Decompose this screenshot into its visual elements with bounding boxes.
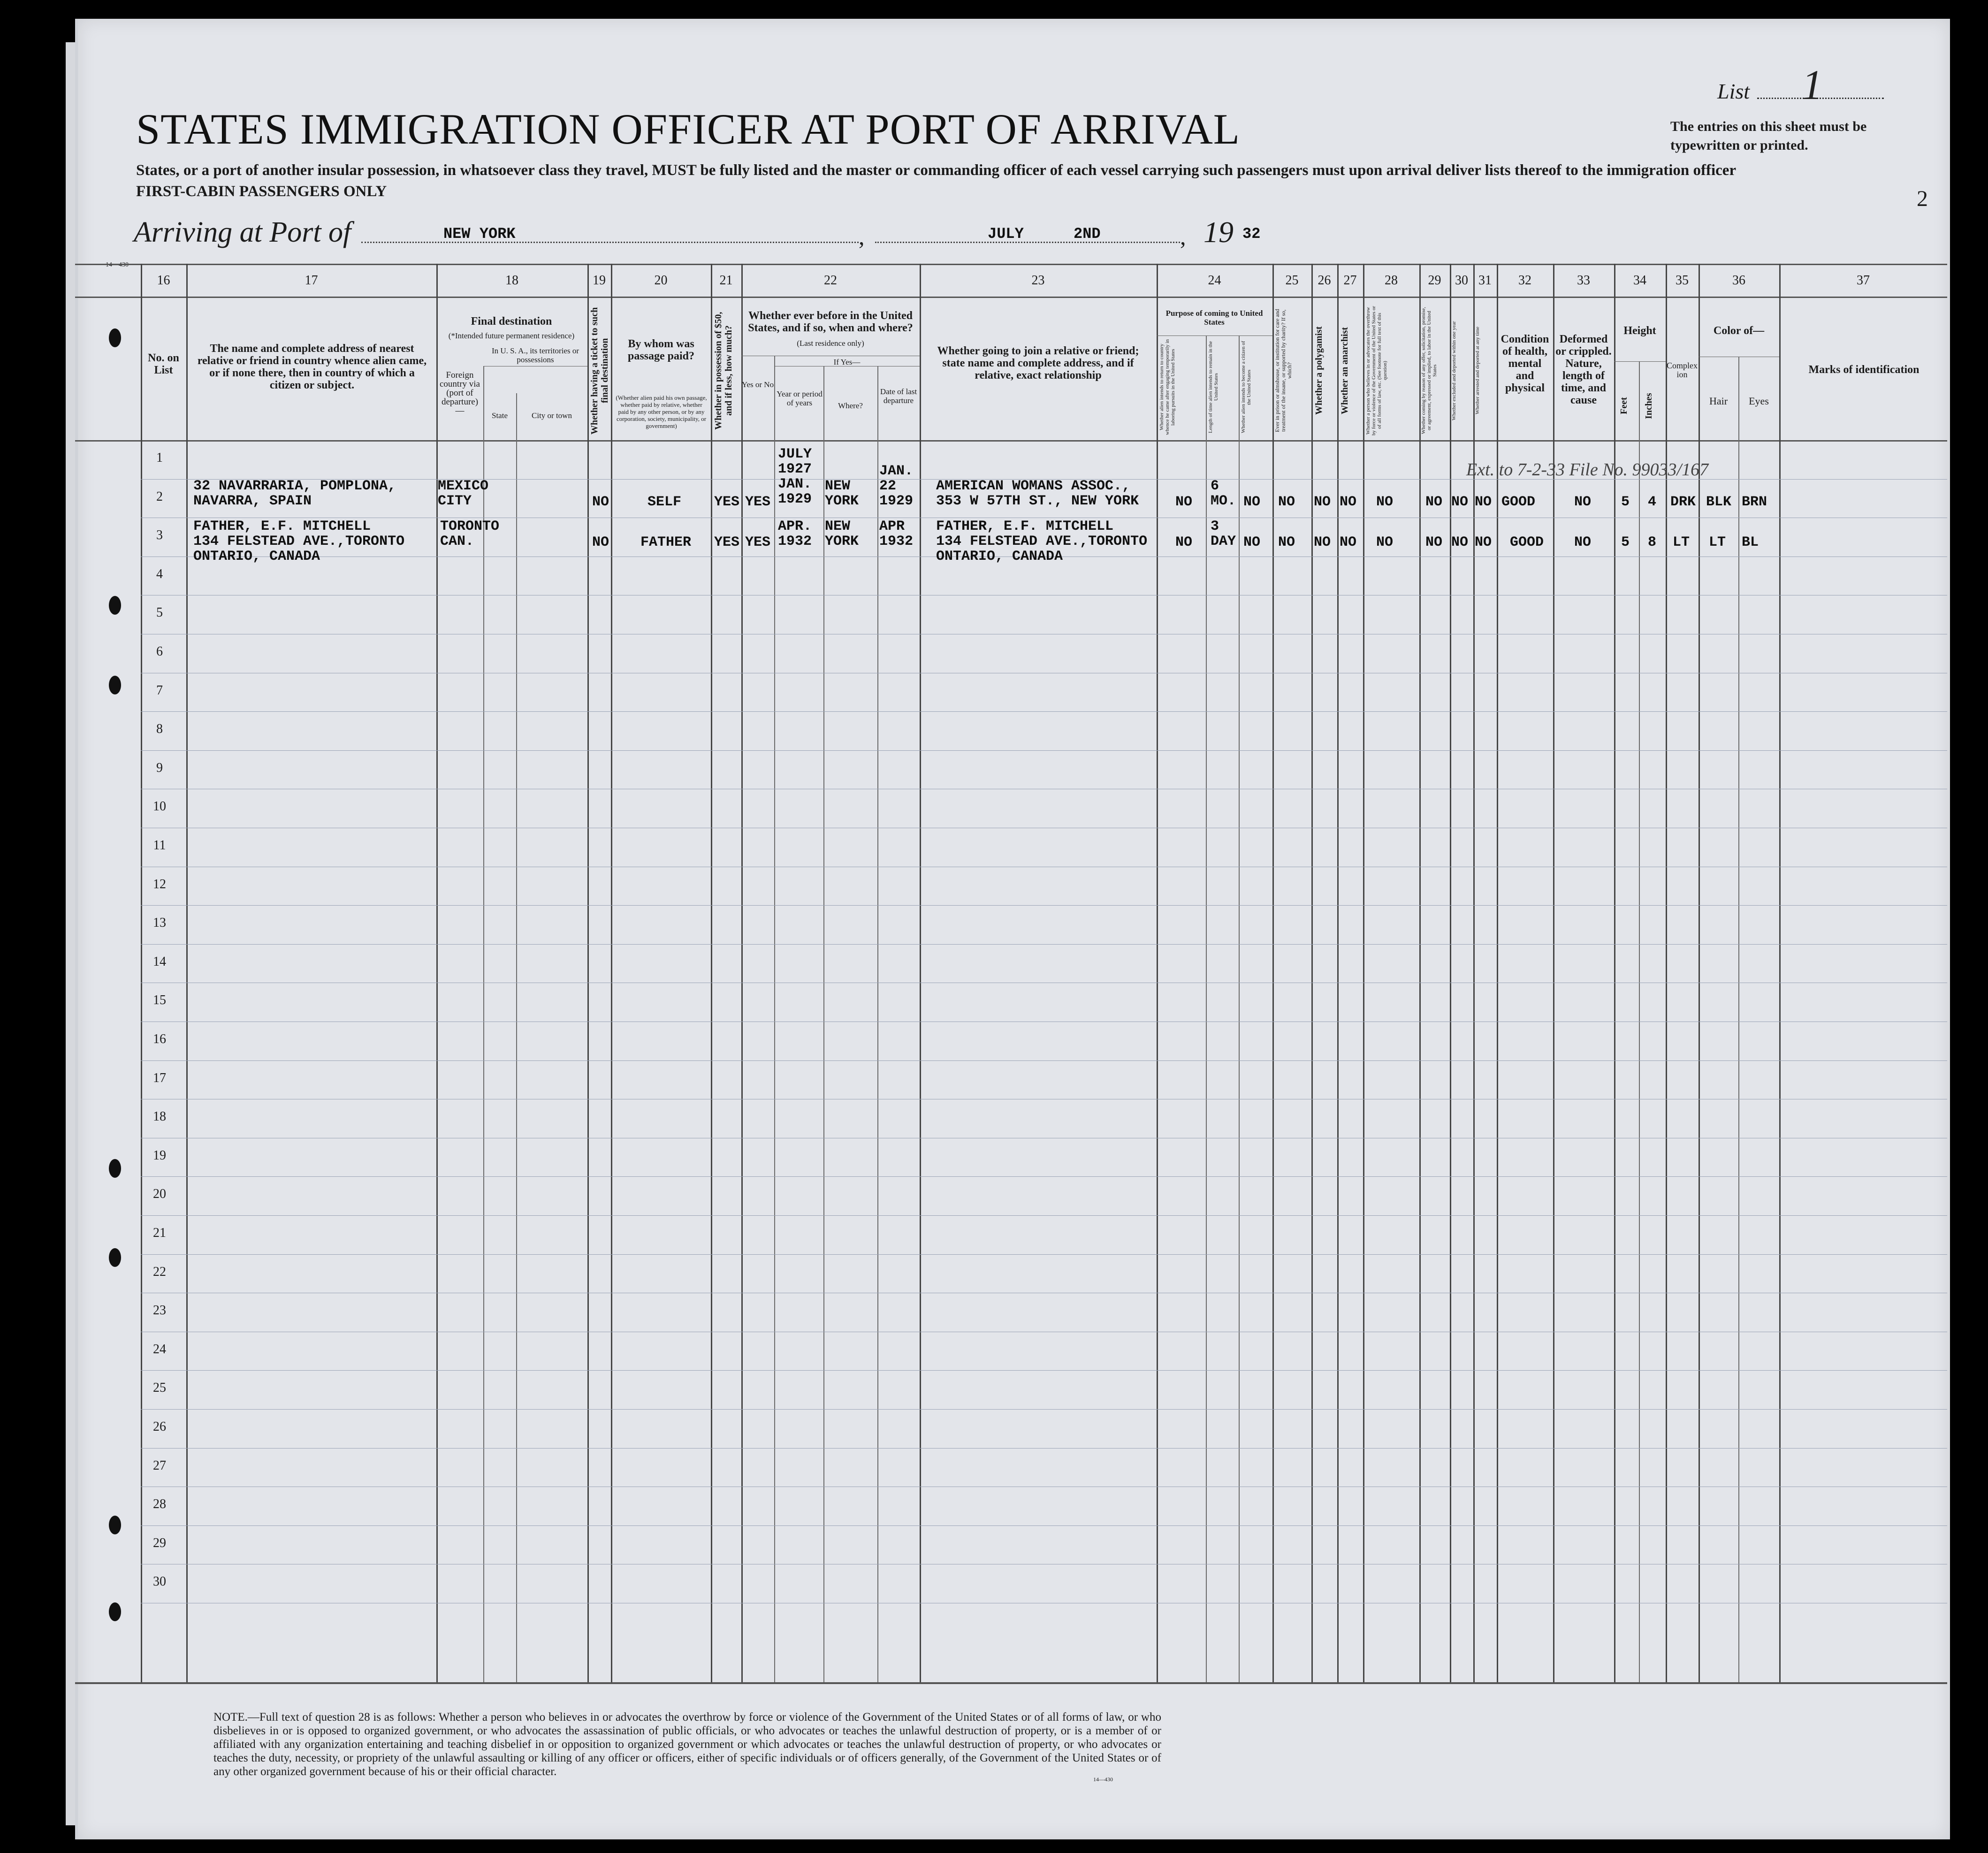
col-rule xyxy=(774,356,775,1682)
binder-hole xyxy=(109,328,121,347)
header-no-on-list: No. on List xyxy=(148,352,179,376)
column-number: 25 xyxy=(1285,273,1299,288)
header-overthrow: Whether a person who believes in or advocates the overthrow by force or violence of the Government of the United States or of all forms of law, etc. (See footnote for full text of this question) xyxy=(1365,306,1388,435)
header-final-destination: Final destination xyxy=(471,315,552,328)
row2-return: NO xyxy=(1175,534,1193,550)
port-line xyxy=(361,242,859,243)
header-joining: Whether going to join a relative or friend; state name and complete address, and if relative, exact relationship xyxy=(937,345,1139,381)
arrival-day: 2ND xyxy=(1074,225,1101,243)
header-year: Year or period of years xyxy=(777,389,823,407)
header-purpose: Purpose of coming to United States xyxy=(1165,309,1263,327)
table-bottom-rule xyxy=(75,1682,1947,1684)
header-paid-by: By whom was passage paid? xyxy=(627,338,695,362)
row1-years: JULY 1927 JAN. 1929 xyxy=(778,446,812,507)
header-state: State xyxy=(492,411,508,420)
column-number: 31 xyxy=(1478,273,1492,288)
col-rule xyxy=(186,264,188,1682)
col-rule xyxy=(1738,357,1739,1682)
row1-feet: 5 xyxy=(1621,494,1630,510)
row-number: 19 xyxy=(153,1148,166,1163)
row-number: 3 xyxy=(156,528,163,543)
row-number: 10 xyxy=(153,799,166,814)
row-rule xyxy=(141,750,1947,751)
row1-complexion: DRK xyxy=(1670,494,1696,510)
year-prefix: 19 xyxy=(1203,215,1234,249)
row-number: 22 xyxy=(153,1264,166,1279)
binder-hole xyxy=(109,596,121,615)
header-feet: Feet xyxy=(1619,397,1629,415)
row-number: 23 xyxy=(153,1303,166,1318)
row-number: 2 xyxy=(156,489,163,504)
binder-hole xyxy=(109,1248,121,1267)
column-number: 27 xyxy=(1343,273,1357,288)
column-number: 18 xyxy=(505,273,518,288)
row1-ever-before: YES xyxy=(745,494,771,510)
col-rule xyxy=(436,264,438,1682)
arrival-month: JULY xyxy=(988,225,1024,243)
date-line xyxy=(875,242,1180,243)
side-number: 2 xyxy=(1917,186,1928,211)
form-title: STATES IMMIGRATION OFFICER AT PORT OF ARRIVAL xyxy=(136,105,1240,153)
row2-overthrow: NO xyxy=(1376,534,1394,550)
binder-hole xyxy=(109,1602,121,1621)
header-ever-before: Whether ever before in the United States, and if so, when and where? xyxy=(748,310,913,334)
year-suffix: 32 xyxy=(1242,225,1261,243)
row1-foreign: MEXICO CITY xyxy=(438,478,489,509)
row2-years: APR. 1932 xyxy=(778,519,812,549)
binder-hole xyxy=(109,1159,121,1178)
row-rule xyxy=(141,1176,1947,1177)
row-number: 15 xyxy=(153,993,166,1008)
row2-inches: 8 xyxy=(1648,534,1657,550)
col-rule xyxy=(741,264,743,1682)
column-number: 29 xyxy=(1428,273,1441,288)
column-number: 33 xyxy=(1577,273,1590,288)
manifest-sheet xyxy=(75,19,1950,1839)
header-foreign-country: Foreign country via (port of departure)— xyxy=(439,370,480,416)
row1-where: NEW YORK xyxy=(825,478,859,509)
row-number: 11 xyxy=(153,838,166,853)
row2-paid-by: FATHER xyxy=(640,534,692,550)
row1-deformed: NO xyxy=(1574,494,1592,510)
column-number: 22 xyxy=(824,273,837,288)
header-deformed: Deformed or crippled. Nature, length of time, and cause xyxy=(1555,333,1612,406)
row-number: 26 xyxy=(153,1419,166,1434)
row1-arrested: NO xyxy=(1475,494,1492,510)
row1-prison: NO xyxy=(1278,494,1295,510)
row-rule xyxy=(141,1409,1947,1410)
row-number: 9 xyxy=(156,760,163,775)
column-number: 23 xyxy=(1031,273,1045,288)
col-rule xyxy=(483,366,484,1682)
column-number: 28 xyxy=(1385,273,1398,288)
row1-ticket: NO xyxy=(592,494,609,510)
row2-citizen: NO xyxy=(1243,534,1261,550)
header-date-departure: Date of last departure xyxy=(880,387,917,405)
row-rule xyxy=(141,1448,1947,1449)
arrival-port: NEW YORK xyxy=(443,225,516,243)
row-rule xyxy=(141,711,1947,712)
header-last-residence: (Last residence only) xyxy=(797,339,864,348)
row-number: 12 xyxy=(153,877,166,892)
column-number: 19 xyxy=(593,273,606,288)
col-rule xyxy=(1450,264,1451,1682)
row2-departure: APR 1932 xyxy=(879,519,914,549)
column-number: 37 xyxy=(1857,273,1870,288)
row-number: 29 xyxy=(153,1535,166,1550)
header-if-yes: If Yes— xyxy=(833,358,861,366)
header-yes-no: Yes or No xyxy=(741,380,774,389)
row1-departure: JAN. 22 1929 xyxy=(879,463,914,509)
row-number: 13 xyxy=(153,915,166,930)
col-rule xyxy=(1272,264,1274,1682)
col-rule xyxy=(1311,264,1313,1682)
row-number: 17 xyxy=(153,1070,166,1085)
col-rule xyxy=(823,366,824,1682)
row1-excluded: NO xyxy=(1451,494,1469,510)
row-number: 28 xyxy=(153,1497,166,1512)
column-number: 26 xyxy=(1318,273,1331,288)
header-labor-offer: Whether coming by reason of any offer, solicitation, promise, or agreement, expressed or implied, to labor in the United States xyxy=(1421,307,1438,435)
row2-polygamist: NO xyxy=(1314,534,1331,550)
row1-labor: NO xyxy=(1425,494,1443,510)
column-number: 32 xyxy=(1518,273,1531,288)
header-eyes: Eyes xyxy=(1749,395,1769,407)
col-rule xyxy=(1239,336,1240,1682)
row-number: 30 xyxy=(153,1574,166,1589)
row2-money: YES xyxy=(714,534,740,550)
form-instructions: States, or a port of another insular possession, in whatsoever class they travel, MUST be fully listed and the master or commanding officer of each vessel carrying such passengers must upon arrival deliver lists thereof to the immigration officer xyxy=(136,162,1737,179)
row-number: 24 xyxy=(153,1342,166,1357)
col-rule xyxy=(920,264,921,1682)
row1-relative: 32 NAVARRARIA, POMPLONA, NAVARRA, SPAIN xyxy=(193,478,396,509)
row-number: 20 xyxy=(153,1187,166,1202)
row-number: 21 xyxy=(153,1226,166,1240)
list-label: List xyxy=(1717,79,1750,103)
entries-note: The entries on this sheet must be typewritten or printed. xyxy=(1670,119,1867,153)
row-rule xyxy=(141,1215,1947,1216)
col-rule xyxy=(1419,264,1421,1682)
row2-ticket: NO xyxy=(592,534,609,550)
row-rule xyxy=(141,944,1947,945)
row2-where: NEW YORK xyxy=(825,519,859,549)
row1-hair: BLK xyxy=(1706,494,1732,510)
row1-paid-by: SELF xyxy=(647,494,682,510)
row1-anarchist: NO xyxy=(1340,494,1357,510)
header-city: City or town xyxy=(532,411,572,420)
column-number: 36 xyxy=(1732,273,1745,288)
row2-relative: FATHER, E.F. MITCHELL 134 FELSTEAD AVE.,TORONTO ONTARIO, CANADA xyxy=(193,519,405,564)
column-number: 16 xyxy=(157,273,170,288)
column-number: 21 xyxy=(719,273,733,288)
header-inches: Inches xyxy=(1644,393,1654,419)
row-rule xyxy=(141,1370,1947,1371)
row2-joining: FATHER, E.F. MITCHELL 134 FELSTEAD AVE.,TORONTO ONTARIO, CANADA xyxy=(936,519,1148,564)
form-code: 14—430 xyxy=(106,261,129,268)
header-color-of: Color of— xyxy=(1713,325,1765,337)
row-number: 27 xyxy=(153,1458,166,1473)
column-number: 17 xyxy=(305,273,318,288)
row1-length: 6 MO. xyxy=(1211,478,1236,509)
row2-feet: 5 xyxy=(1621,534,1630,550)
header-length-stay: Length of time alien intends to remain in the United States xyxy=(1208,341,1219,434)
column-number: 35 xyxy=(1676,273,1689,288)
col-rule xyxy=(587,264,589,1682)
row2-prison: NO xyxy=(1278,534,1295,550)
row1-eyes: BRN xyxy=(1742,494,1767,510)
comma-2: , xyxy=(1180,223,1186,250)
header-relative: The name and complete address of nearest relative or friend in country whence alien came, or if none there, then in country of which a citizen or subject. xyxy=(197,343,427,391)
col-rule xyxy=(877,366,878,1682)
column-number: 30 xyxy=(1455,273,1468,288)
binder-hole xyxy=(109,676,121,694)
header-prison: Ever in prison or almshouse, or institution for care and treatment of the insane, or supported by charity? If so, which? xyxy=(1274,309,1293,433)
col-rule xyxy=(1363,264,1364,1682)
row2-health: GOOD xyxy=(1510,534,1544,550)
column-number: 24 xyxy=(1208,273,1221,288)
row-number: 6 xyxy=(156,644,163,659)
row-rule xyxy=(141,905,1947,906)
arriving-label: Arriving at Port of xyxy=(134,216,351,248)
header-ticket: Whether having a ticket to such final destination xyxy=(589,307,610,435)
col-rule xyxy=(711,264,712,1682)
footnote-question-28: NOTE.—Full text of question 28 is as follows: Whether a person who believes in or advocates the overthrow by force or violence of the Government of the United States or of all forms of law, or who disbelieves in or is opposed to organized government, or who advocates the assassination of public officials, or who advocates or teaches the unlawful destruction of property, or is a member of or affiliated with any organization entertaining and teaching disbelief in or opposition to organized government or which advocates or teaches the unlawful destruction of property, or who advocates or teaches the duty, necessity, or propriety of the unlawful assaulting or killing of any officer or officers, either of specific individuals or of officers generally, of the Government of the United States or of any other organized government because of his or their official character. xyxy=(213,1711,1161,1778)
row2-foreign: TORONTO CAN. xyxy=(440,519,500,549)
header-hair: Hair xyxy=(1709,395,1728,407)
row-number: 1 xyxy=(156,450,163,465)
row-rule xyxy=(141,1254,1947,1255)
row2-complexion: LT xyxy=(1673,534,1690,550)
col-rule xyxy=(611,264,612,1682)
col-rule xyxy=(1779,264,1781,1682)
header-marks: Marks of identification xyxy=(1808,364,1919,376)
row1-polygamist: NO xyxy=(1314,494,1331,510)
header-excluded: Whether excluded and deported within one year xyxy=(1451,321,1457,420)
row-number: 8 xyxy=(156,722,163,737)
row1-joining: AMERICAN WOMANS ASSOC., 353 W 57TH ST., NEW YORK xyxy=(936,478,1139,509)
header-polygamist: Whether a polygamist xyxy=(1314,326,1324,415)
row2-deformed: NO xyxy=(1574,534,1592,550)
row2-arrested: NO xyxy=(1475,534,1492,550)
row1-annotation: Ext. to 7-2-33 File No. 99033/167 xyxy=(1466,460,1709,480)
header-final-destination-sub: (*Intended future permanent residence) xyxy=(448,331,575,340)
column-number: 20 xyxy=(654,273,668,288)
header-money: Whether in possession of $50, and if less, how much? xyxy=(713,312,734,430)
row1-money: YES xyxy=(714,494,740,510)
row1-return: NO xyxy=(1175,494,1193,510)
row2-excluded: NO xyxy=(1451,534,1469,550)
row-number: 5 xyxy=(156,605,163,620)
header-in-usa: In U. S. A., its territories or possessions xyxy=(491,346,579,364)
header-paid-by-sub: (Whether alien paid his own passage, whether paid by relative, whether paid by any other person, or by any corporation, society, municipality, or government) xyxy=(616,394,707,429)
header-arrested: Whether arrested and deported at any time xyxy=(1475,327,1480,415)
column-number: 34 xyxy=(1633,273,1646,288)
row2-hair: LT xyxy=(1709,534,1726,550)
row-number: 14 xyxy=(153,954,166,969)
col-rule xyxy=(516,393,517,1682)
row1-overthrow: NO xyxy=(1376,494,1394,510)
header-health: Condition of health, mental and physical xyxy=(1501,333,1549,394)
row2-labor: NO xyxy=(1425,534,1443,550)
sub-rule xyxy=(1614,361,1666,362)
col-rule xyxy=(1206,336,1207,1682)
row2-length: 3 DAY xyxy=(1211,519,1236,549)
row1-inches: 4 xyxy=(1648,494,1657,510)
row-rule xyxy=(141,1525,1947,1526)
row-number: 25 xyxy=(153,1380,166,1395)
header-height: Height xyxy=(1623,325,1656,337)
row-number: 4 xyxy=(156,566,163,581)
header-where: Where? xyxy=(838,401,863,410)
list-number: 1 xyxy=(1802,62,1823,108)
col-rule xyxy=(1337,264,1339,1682)
header-complexion: Complexion xyxy=(1667,361,1698,379)
header-intends-return: Whether alien intends to return to country whence he came after engaging temporarily in laboring pursuits in the United States xyxy=(1159,339,1176,435)
row1-health: GOOD xyxy=(1501,494,1536,510)
col-rule xyxy=(1157,264,1158,1682)
row-number: 16 xyxy=(153,1032,166,1046)
row1-citizen: NO xyxy=(1243,494,1261,510)
comma-1: , xyxy=(859,223,865,250)
header-anarchist: Whether an anarchist xyxy=(1340,327,1350,414)
passenger-class: FIRST-CABIN PASSENGERS ONLY xyxy=(136,183,387,200)
row-number: 18 xyxy=(153,1109,166,1124)
header-become-citizen: Whether alien intends to become a citizen of the United States xyxy=(1241,341,1252,434)
row2-ever-before: YES xyxy=(745,534,771,550)
footnote-form-code: 14—430 xyxy=(1093,1776,1113,1783)
row2-eyes: BL xyxy=(1742,534,1759,550)
row-number: 7 xyxy=(156,683,163,698)
binder-hole xyxy=(109,1516,121,1534)
row2-anarchist: NO xyxy=(1340,534,1357,550)
row-rule xyxy=(141,1060,1947,1061)
